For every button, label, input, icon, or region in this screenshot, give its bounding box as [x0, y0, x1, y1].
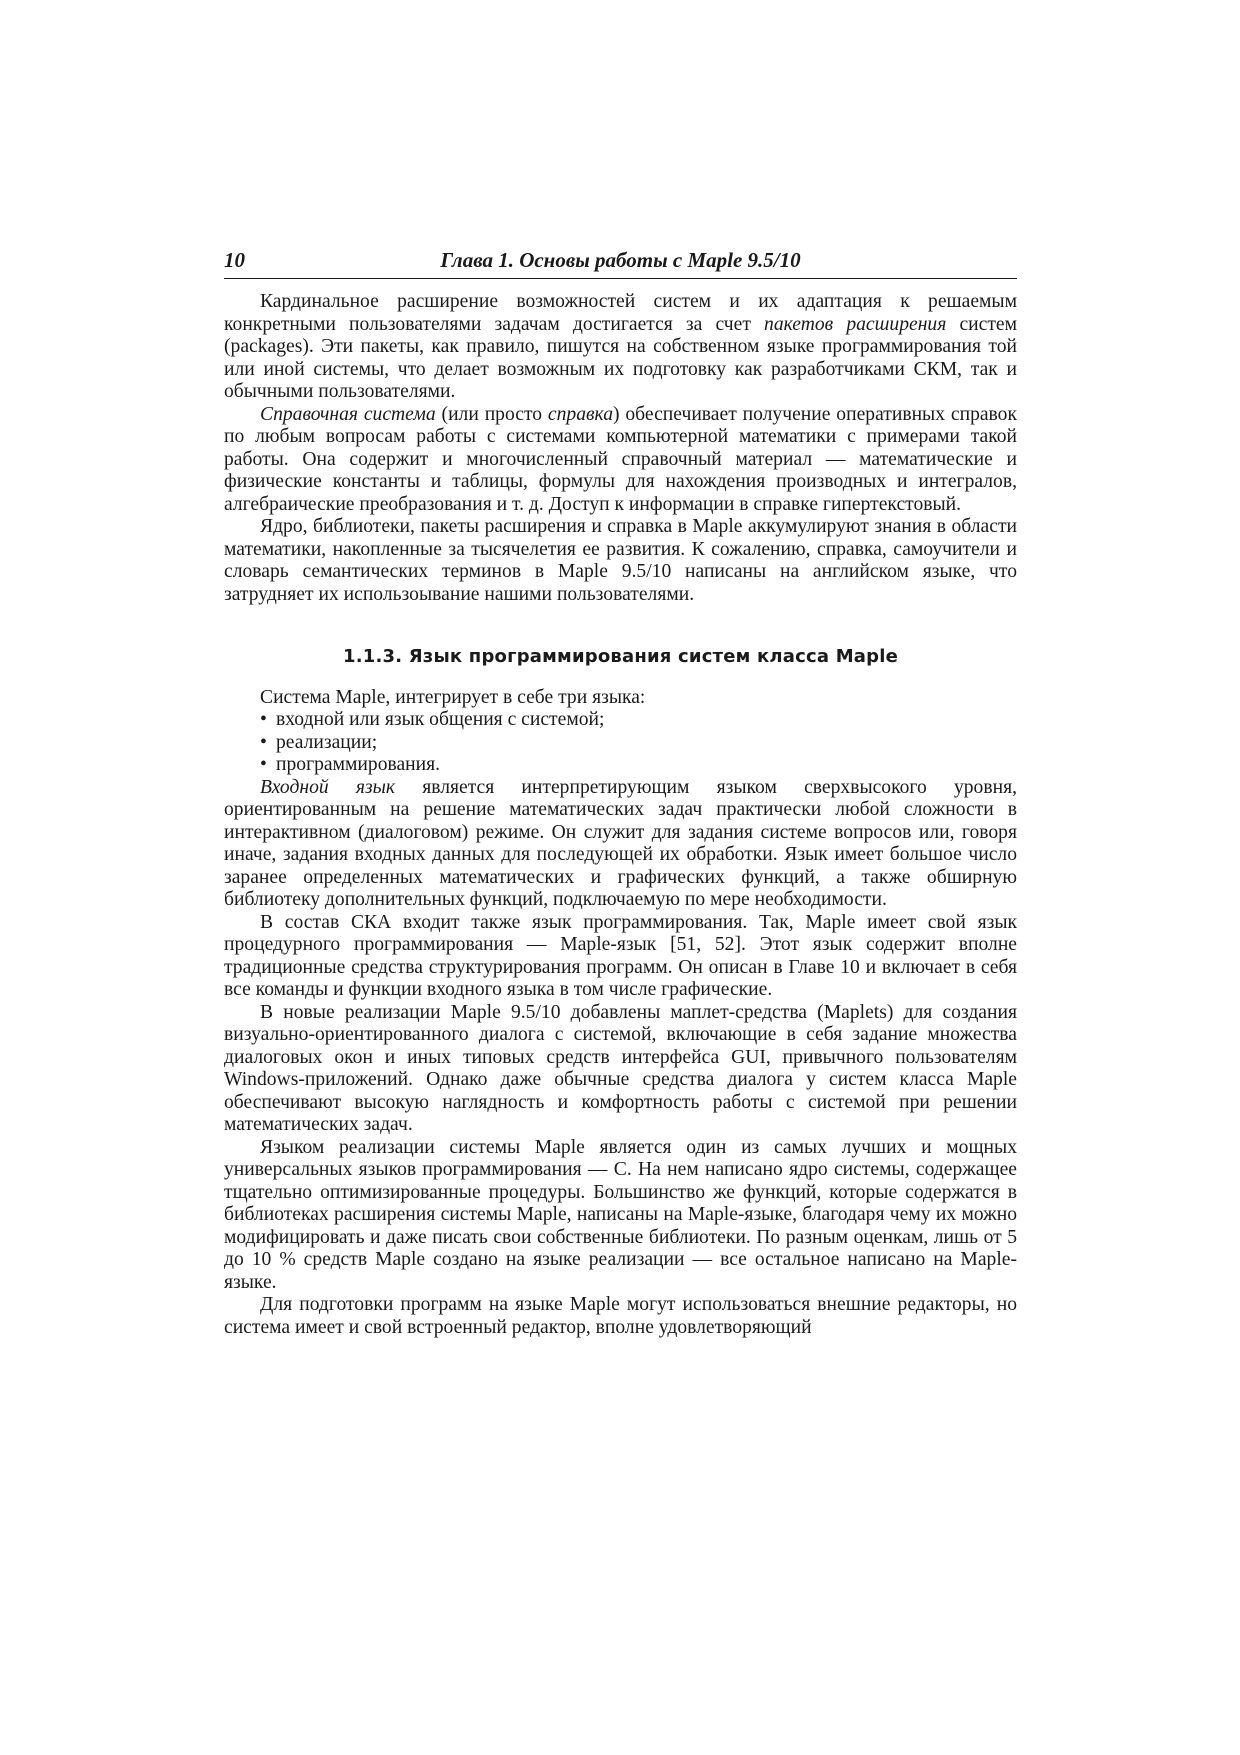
emphasized-term: Справочная система: [260, 403, 436, 425]
text-run: систем (packages). Эти пакеты, как правило, пишутся на собственном языке программирования той или иной системы, что делает возможным их подготовку как разработчиками СКМ, так и обычными пользователями.: [224, 313, 1017, 402]
emphasized-term: справка: [547, 403, 613, 425]
paragraph: [224, 1294, 1017, 1339]
list-item: [260, 732, 1017, 755]
list-item: [260, 709, 1017, 732]
text-run: Ядро, библиотеки, пакеты расширения и справка в Maple аккумулируют знания в области математики, накопленные за тысячелетия ее развития. К сожалению, справка, самоучители и словарь семантических терминов в Maple 9.5/10 написаны на английском языке, что затрудняет их использоывание нашими пользователями.: [224, 516, 1017, 605]
top-paragraphs: [224, 291, 1017, 606]
bullet-icon: •: [260, 709, 267, 730]
book-page: [224, 248, 1017, 1339]
list-item-text: входной или язык общения с системой;: [276, 709, 605, 730]
list-item-text: программирования.: [276, 754, 441, 775]
bullet-list: [224, 709, 1017, 777]
emphasized-term: пакетов расширения: [764, 313, 947, 335]
body-text: [224, 291, 1017, 1339]
emphasized-term: Входной язык: [260, 776, 396, 798]
list-item-text: реализации;: [276, 731, 378, 753]
section-heading: 1.1.3. Язык программирования систем класса Maple: [342, 646, 899, 667]
bottom-paragraphs: [224, 777, 1017, 1340]
text-run: Кардинальное расширение возможностей систем и их адаптация к решаемым конкретными пользователями задачам достигается за счет: [224, 291, 1017, 335]
paragraph: [224, 516, 1017, 606]
text-run: В состав СКА входит также язык программирования. Так, Maple имеет свой язык процедурного программирования — Maple-язык [51, 52]. Этот язык содержит вполне традиционные средства структурирования программ. Он описан в Главе 10 и включает в себя все команды и функции входного языка в том числе графические.: [224, 911, 1017, 1000]
text-run: (или просто: [435, 403, 548, 425]
text-run: В новые реализации Maple 9.5/10 добавлены маплет-средства (Maplets) для создания визуально-ориентированного диалога с системой, включающие в себя задание множества диалоговых окон и иных типовых средств интерфейса GUI, привычного пользователям Windows-приложений. Однако даже обычные средства диалога у систем класса Maple обеспечивают высокую наглядность и комфортность работы с системой при решении математических задач.: [224, 1001, 1017, 1135]
paragraph: [224, 1137, 1017, 1295]
paragraph: [224, 912, 1017, 1002]
paragraph: [224, 1002, 1017, 1137]
chapter-title: Глава 1. Основы работы с Maple 9.5/10: [440, 248, 801, 272]
bullet-icon: •: [260, 731, 267, 753]
list-item: [260, 754, 1017, 777]
section-intro: Система Maple, интегрирует в себе три языка:: [260, 686, 646, 708]
running-head: [224, 248, 1017, 279]
text-run: Языком реализации системы Maple является один из самых лучших и мощных универсальных языков программирования — С. На нем написано ядро системы, содержащее тщательно оптимизированные процедуры. Большинство же функций, которые содержатся в библиотеках расширения системы Maple, написаны на Maple-языке, благодаря чему их можно модифицировать и даже писать свои собственные библиотеки. По разным оценкам, лишь от 5 до 10 % средств Maple создано на языке реализации — все остальное написано на Maple-языке.: [224, 1136, 1017, 1293]
paragraph: [224, 404, 1017, 517]
text-run: Для подготовки программ на языке Maple могут использоваться внешние редакторы, но система имеет и свой встроенный редактор, вполне удовлетворяющий: [224, 1294, 1017, 1338]
text-run: является интерпретирующим языком сверхвысокого уровня, ориентированным на решение математических задач практически любой сложности в интерактивном (диалоговом) режиме. Он служит для задания системе вопросов или, говоря иначе, задания входных данных для последующей их обработки. Язык имеет большое число заранее определенных математических и графических функций, а также обширную библиотеку дополнительных функций, подключаемую по мере необходимости.: [224, 776, 1018, 910]
page-number: 10: [224, 248, 245, 272]
text-run: ) обеспечивает получение оперативных справок по любым вопросам работы с системами компьютерной математики с примерами такой работы. Она содержит и многочисленный справочный материал — математические и физические константы и таблицы, формулы для нахождения производных и интегралов, алгебраические преобразования и т. д. Доступ к информации в справке гипертекстовый.: [224, 403, 1017, 515]
paragraph: [224, 777, 1017, 912]
paragraph: [224, 291, 1017, 404]
bullet-icon: •: [260, 754, 267, 775]
